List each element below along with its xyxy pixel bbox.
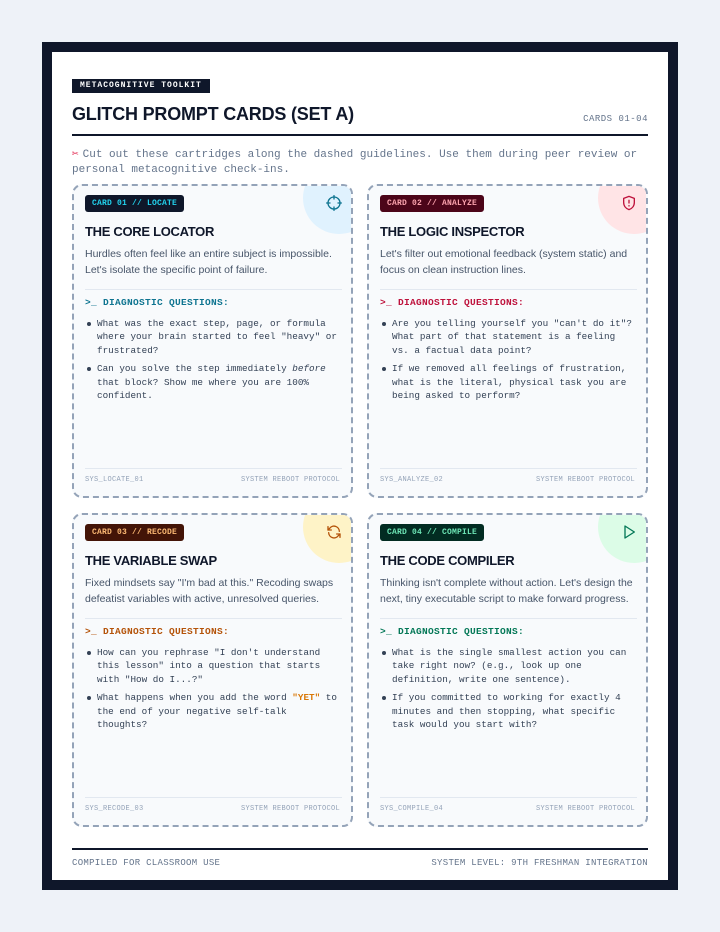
question-item: What is the single smallest action you can take right now? (e.g., look up one definition, write one sentence). xyxy=(380,646,637,686)
instructions xyxy=(72,148,648,178)
card-footer-id: SYS_COMPILE_04 xyxy=(380,805,444,813)
card-divider xyxy=(380,618,637,619)
page-frame xyxy=(42,42,678,890)
card-footer-protocol: SYSTEM REBOOT PROTOCOL xyxy=(240,805,340,813)
diagnostic-heading: >_ DIAGNOSTIC QUESTIONS: xyxy=(85,297,230,308)
card-tag: CARD 04 // COMPILE xyxy=(380,524,484,541)
diagnostic-heading: >_ DIAGNOSTIC QUESTIONS: xyxy=(85,626,230,637)
worksheet xyxy=(52,52,668,880)
card-compile xyxy=(367,513,648,827)
footer-system-level: SYSTEM LEVEL: 9TH FRESHMAN INTEGRATION xyxy=(431,858,648,868)
card-title: THE CODE COMPILER xyxy=(380,553,515,568)
card-divider xyxy=(380,289,637,290)
card-tag: CARD 01 // LOCATE xyxy=(85,195,184,212)
crosshair-icon xyxy=(326,195,342,211)
play-icon xyxy=(621,524,637,540)
card-title: THE VARIABLE SWAP xyxy=(85,553,217,568)
footer-divider xyxy=(72,848,648,850)
page-title: GLITCH PROMPT CARDS (SET A) xyxy=(72,104,354,124)
card-description: Hurdles often feel like an entire subject is impossible. Let's isolate the specific point of failure. xyxy=(85,248,332,276)
card-locate xyxy=(72,184,353,498)
card-divider xyxy=(85,289,342,290)
card-title: THE CORE LOCATOR xyxy=(85,224,215,239)
card-description: Fixed mindsets say "I'm bad at this." Recoding swaps defeatist variables with active, unresolved queries. xyxy=(85,577,334,605)
question-item: What was the exact step, page, or formula where your brain started to feel "heavy" or frustrated? xyxy=(85,317,342,357)
card-footer-id: SYS_LOCATE_01 xyxy=(85,476,144,484)
card-title: THE LOGIC INSPECTOR xyxy=(380,224,525,239)
card-footer-protocol: SYSTEM REBOOT PROTOCOL xyxy=(535,476,635,484)
diagnostic-heading: >_ DIAGNOSTIC QUESTIONS: xyxy=(380,297,525,308)
footer-compiled: COMPILED FOR CLASSROOM USE xyxy=(72,858,221,868)
question-item: How can you rephrase "I don't understand this lesson" into a question that starts with "How do I...?" xyxy=(85,646,342,686)
question-list xyxy=(85,646,342,736)
title-divider xyxy=(72,134,648,136)
card-description: Let's filter out emotional feedback (system static) and focus on clean instruction lines. xyxy=(380,248,628,276)
card-description: Thinking isn't complete without action. Let's design the next, tiny executable script to make forward progress. xyxy=(380,577,633,605)
card-footer-divider xyxy=(85,797,342,798)
card-analyze xyxy=(367,184,648,498)
instructions-text: Cut out these cartridges along the dashed guidelines. Use them during peer review or personal metacognitive check-ins. xyxy=(72,149,638,176)
question-list xyxy=(85,317,342,407)
card-footer-divider xyxy=(380,468,637,469)
card-footer-protocol: SYSTEM REBOOT PROTOCOL xyxy=(240,476,340,484)
shield-alert-icon xyxy=(621,195,637,211)
question-item: Can you solve the step immediately before that block? Show me where you are 100% confident. xyxy=(85,362,342,402)
question-list xyxy=(380,317,637,407)
cards-range: CARDS 01-04 xyxy=(583,114,648,124)
diagnostic-heading: >_ DIAGNOSTIC QUESTIONS: xyxy=(380,626,525,637)
card-footer-divider xyxy=(380,797,637,798)
card-recode xyxy=(72,513,353,827)
question-item: If we removed all feelings of frustration, what is the literal, physical task you are being asked to perform? xyxy=(380,362,637,402)
card-footer-divider xyxy=(85,468,342,469)
toolkit-badge: METACOGNITIVE TOOLKIT xyxy=(72,79,210,93)
card-footer-id: SYS_RECODE_03 xyxy=(85,805,144,813)
question-item: If you committed to working for exactly 4 minutes and then stopping, what specific task would you start with? xyxy=(380,691,637,731)
card-divider xyxy=(85,618,342,619)
card-tag: CARD 02 // ANALYZE xyxy=(380,195,484,212)
refresh-icon xyxy=(326,524,342,540)
question-item: Are you telling yourself you "can't do it"? What part of that statement is a feeling vs. a factual data point? xyxy=(380,317,637,357)
scissors-icon: ✂ xyxy=(72,149,79,161)
card-footer-id: SYS_ANALYZE_02 xyxy=(380,476,444,484)
card-footer-protocol: SYSTEM REBOOT PROTOCOL xyxy=(535,805,635,813)
card-tag: CARD 03 // RECODE xyxy=(85,524,184,541)
question-item: What happens when you add the word "YET" to the end of your negative self-talk thoughts? xyxy=(85,691,342,731)
question-list xyxy=(380,646,637,736)
